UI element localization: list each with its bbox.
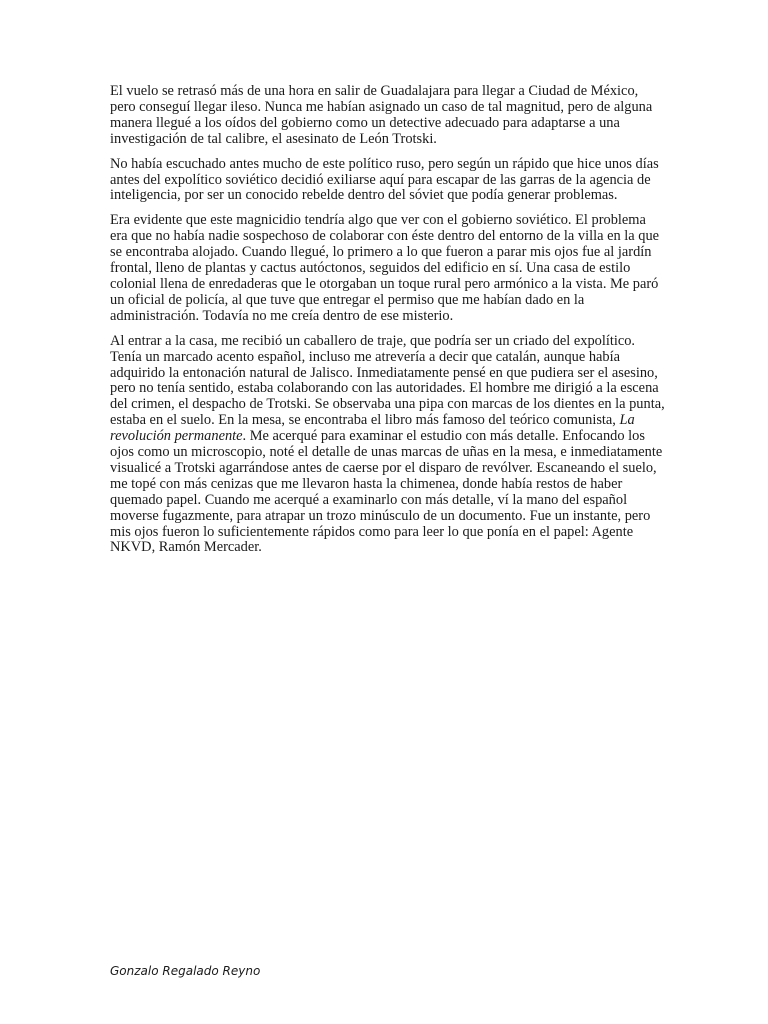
footer-author: Gonzalo Regalado Reyno <box>110 964 261 978</box>
paragraph-2: No había escuchado antes mucho de este político ruso, pero según un rápido que hice unos días antes del expolítico soviético decidió exiliarse aquí para escapar de las garras de la agencia de inteligencia, por ser un conocido rebelde dentro del sóviet que podía generar problemas. <box>110 155 659 204</box>
book-title: La revolución permanente <box>110 412 635 445</box>
paragraph-4 <box>110 334 666 557</box>
paragraph-1: El vuelo se retrasó más de una hora en salir de Guadalajara para llegar a Ciudad de México, pero conseguí llegar ileso. Nunca me habían asignado un caso de tal magnitud, pero de alguna manera llegué a los oídos del gobierno como un detective adecuado para adaptarse a una investigación de tal calibre, el asesinato de León Trotski. <box>110 83 653 147</box>
paragraph-3: Era evidente que este magnicidio tendría algo que ver con el gobierno soviético. El problema era que no había nadie sospechoso de colaborar con éste dentro del entorno de la villa en la que se encontraba alojado. Cuando llegué, lo primero a lo que fueron a parar mis ojos fue al jardín frontal, lleno de plantas y cactus autóctonos, seguidos del edificio en sí. Una casa de estilo colonial llena de enredaderas que le otorgaban un toque rural pero armónico a la vista. Me paró un oficial de policía, al que tuve que entregar el permiso que me habían dado en la administración. Todavía no me creía dentro de ese misterio. <box>110 212 660 324</box>
paragraph-4-text-start: Al entrar a la casa, me recibió un caballero de traje, que podría ser un criado del expolítico. Tenía un marcado acento español, incluso me atrevería a decir que catalán, aunque había adquirido la entonación natural de Jalisco. Inmediatamente pensé en que pudiera ser el asesino, pero no tenía sentido, estaba colaborando con las autoridades. El hombre me dirigió a la escena del crimen, el despacho de Trotski. Se observaba una pipa con marcas de los dientes en la punta, estaba en el suelo. En la mesa, se encontraba el libro más famoso del teórico comunista, <box>110 332 665 429</box>
document-body <box>110 84 666 565</box>
paragraph-4-text-end: . Me acerqué para examinar el estudio con más detalle. Enfocando los ojos como un microscopio, noté el detalle de unas marcas de uñas en la mesa, e inmediatamente visualicé a Trotski agarrándose antes de caerse por el disparo de revólver. Escaneando el suelo, me topé con más cenizas que me llevaron hasta la chimenea, donde había restos de haber quemado papel. Cuando me acerqué a examinarlo con más detalle, ví la mano del español moverse fugazmente, para atrapar un trozo minúsculo de un documento. Fue un instante, pero mis ojos fueron lo suficientemente rápidos como para leer lo que ponía en el papel: Agente NKVD, Ramón Mercader. <box>110 428 663 556</box>
